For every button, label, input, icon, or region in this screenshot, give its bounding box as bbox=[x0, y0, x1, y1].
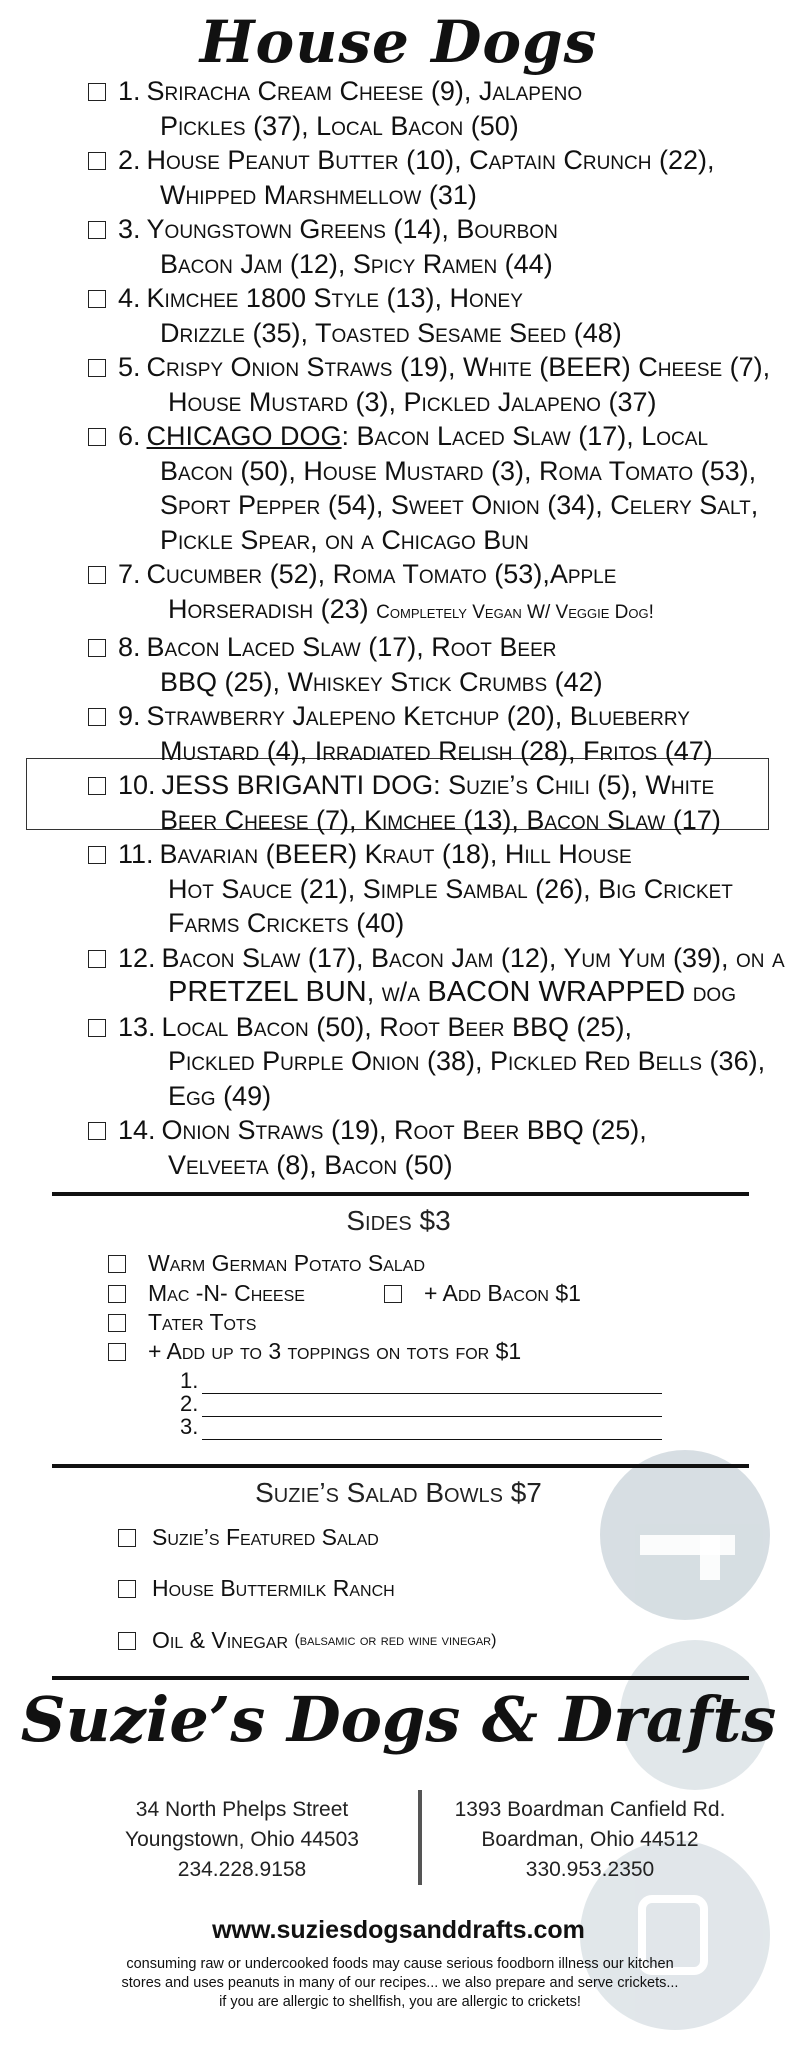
dog-toppings-line2: Mustard (4), Irradiated Relish (28), Fritos (47) bbox=[160, 735, 713, 766]
dog-name: CHICAGO DOG bbox=[146, 421, 342, 451]
dog-toppings-line3: Egg (49) bbox=[168, 1080, 272, 1111]
potato-salad-checkbox[interactable] bbox=[108, 1255, 126, 1273]
youngstown-address bbox=[92, 1795, 392, 1885]
blank-number: 2. bbox=[180, 1391, 199, 1416]
salad-label: Oil & Vinegar bbox=[152, 1627, 289, 1653]
oil-vinegar-note: (balsamic or red wine vinegar) bbox=[294, 1631, 497, 1649]
side-item-add-bacon bbox=[384, 1280, 581, 1307]
dog-toppings-line1: Bacon Laced Slaw (17), Root Beer bbox=[146, 632, 557, 662]
topping-write-in-line[interactable] bbox=[202, 1419, 662, 1440]
section-divider-footer bbox=[52, 1676, 749, 1680]
dog-number: 11. bbox=[118, 839, 154, 869]
side-label: Warm German Potato Salad bbox=[148, 1250, 426, 1276]
dog-number: 4. bbox=[118, 283, 141, 313]
dog-toppings-line2: House Mustard (3), Pickled Jalapeno (37) bbox=[168, 386, 657, 417]
food-safety-disclaimer: consuming raw or undercooked foods may cause serious foodborn illness our kitchen stores and uses peanuts in many of our recipes... we also prepare and serve crickets... if you are allergic to shellfish, you are allergic to crickets! bbox=[121, 1956, 679, 2010]
dog-12-checkbox[interactable] bbox=[88, 950, 106, 968]
dog-item-6 bbox=[88, 419, 788, 557]
buttermilk-ranch-checkbox[interactable] bbox=[118, 1580, 136, 1598]
dog-toppings-line2: Pickled Purple Onion (38), Pickled Red Bells (36), bbox=[168, 1046, 766, 1076]
dog-item-3 bbox=[88, 212, 788, 281]
dog-item-7 bbox=[88, 557, 788, 630]
dog-8-checkbox[interactable] bbox=[88, 639, 106, 657]
dog-item-14 bbox=[88, 1113, 788, 1182]
dog-5-checkbox[interactable] bbox=[88, 359, 106, 377]
address-divider bbox=[418, 1790, 422, 1885]
dog-toppings-line1: Strawberry Jalepeno Ketchup (20), Blueberry bbox=[146, 701, 690, 731]
salad-bowls-title: Suzie’s Salad Bowls $7 bbox=[255, 1477, 542, 1508]
dog-toppings-line1: Sriracha Cream Cheese (9), Jalapeno bbox=[146, 76, 583, 106]
salad-label: Suzie’s Featured Salad bbox=[152, 1524, 379, 1550]
dog-toppings-line1: : Suzie’s Chili (5), White bbox=[433, 770, 715, 800]
dog-6-checkbox[interactable] bbox=[88, 428, 106, 446]
dog-number: 2. bbox=[118, 145, 141, 175]
dog-number: 5. bbox=[118, 352, 141, 382]
featured-salad-checkbox[interactable] bbox=[118, 1529, 136, 1547]
dog-toppings-line1: Cucumber (52), Roma Tomato (53),Apple bbox=[146, 559, 617, 589]
vegan-note: Completely Vegan W/ Veggie Dog! bbox=[376, 601, 654, 623]
dog-toppings-line1: Local Bacon (50), Root Beer BBQ (25), bbox=[161, 1011, 633, 1042]
dog-11-checkbox[interactable] bbox=[88, 846, 106, 864]
brand-name: Suzie’s Dogs & Drafts bbox=[20, 1683, 777, 1756]
dog-number: 14. bbox=[118, 1115, 156, 1145]
side-item-tater-tots bbox=[108, 1309, 256, 1336]
side-label: Tater Tots bbox=[148, 1309, 257, 1335]
tater-tots-checkbox[interactable] bbox=[108, 1314, 126, 1332]
dog-toppings-line2: Bacon (50), House Mustard (3), Roma Tomato (53), bbox=[160, 455, 757, 486]
pretzel-bun-text: PRETZEL BUN bbox=[168, 976, 367, 1008]
dog-item-4 bbox=[88, 281, 788, 350]
address-phone: 234.228.9158 bbox=[177, 1858, 307, 1881]
dog-toppings-line2: Beer Cheese (7), Kimchee (13), Bacon Slaw (17) bbox=[160, 804, 721, 835]
blank-number: 3. bbox=[180, 1414, 199, 1439]
dog-toppings-line2: Velveeta (8), Bacon (50) bbox=[168, 1149, 453, 1180]
dog-item-12 bbox=[88, 941, 788, 1010]
side-item-potato-salad bbox=[108, 1250, 425, 1277]
dog-14-checkbox[interactable] bbox=[88, 1122, 106, 1140]
tots-toppings-checkbox[interactable] bbox=[108, 1343, 126, 1361]
dog-item-13 bbox=[88, 1010, 788, 1114]
address-phone: 330.953.2350 bbox=[525, 1858, 655, 1881]
dog-4-checkbox[interactable] bbox=[88, 290, 106, 308]
dog-number: 13. bbox=[118, 1011, 156, 1042]
dog-toppings-line2-joiner: , w/a bbox=[366, 977, 428, 1007]
dog-item-1 bbox=[88, 74, 788, 143]
dog-number: 10. bbox=[118, 770, 156, 800]
dog-number: 7. bbox=[118, 559, 141, 589]
bacon-wrapped-text: BACON WRAPPED bbox=[427, 976, 686, 1008]
dog-toppings-line3: Farms Crickets (40) bbox=[168, 908, 405, 938]
address-city: Boardman, Ohio 44512 bbox=[481, 1828, 699, 1851]
dog-number: 12. bbox=[118, 942, 156, 973]
topping-blank-3 bbox=[180, 1414, 662, 1440]
dog-13-checkbox[interactable] bbox=[88, 1019, 106, 1037]
side-label: + Add Bacon $1 bbox=[424, 1280, 581, 1306]
side-item-tots-toppings bbox=[108, 1338, 521, 1365]
side-label: Mac -N- Cheese bbox=[148, 1280, 305, 1306]
dog-toppings-line2: Drizzle (35), Toasted Sesame Seed (48) bbox=[160, 317, 622, 348]
dog-number: 1. bbox=[118, 76, 141, 106]
oil-vinegar-checkbox[interactable] bbox=[118, 1632, 136, 1650]
dog-toppings-line1: Bavarian (BEER) Kraut (18), Hill House bbox=[159, 839, 632, 869]
page-title: House Dogs bbox=[199, 8, 598, 76]
boardman-address bbox=[440, 1795, 740, 1885]
dog-toppings-line3: Sport Pepper (54), Sweet Onion (34), Celery Salt, bbox=[160, 490, 759, 520]
dog-item-5 bbox=[88, 350, 788, 419]
dog-toppings-line1: Crispy Onion Straws (19), White (BEER) Cheese (7), bbox=[146, 352, 771, 382]
add-bacon-checkbox[interactable] bbox=[384, 1285, 402, 1303]
dog-toppings-line2: Hot Sauce (21), Simple Sambal (26), Big Cricket bbox=[168, 873, 733, 904]
section-divider-salads bbox=[52, 1464, 749, 1468]
dog-item-10 bbox=[88, 768, 788, 837]
side-label: + Add up to 3 toppings on tots for $1 bbox=[148, 1338, 522, 1364]
dog-number: 8. bbox=[118, 632, 141, 662]
blank-number: 1. bbox=[180, 1368, 199, 1393]
dog-1-checkbox[interactable] bbox=[88, 83, 106, 101]
dog-item-9 bbox=[88, 699, 788, 768]
sides-title: Sides $3 bbox=[346, 1205, 451, 1236]
dog-3-checkbox[interactable] bbox=[88, 221, 106, 239]
dog-name: JESS BRIGANTI DOG bbox=[161, 770, 434, 800]
dog-toppings-line1: Kimchee 1800 Style (13), Honey bbox=[146, 283, 523, 313]
dog-toppings-line2: Bacon Jam (12), Spicy Ramen (44) bbox=[160, 248, 553, 279]
dog-2-checkbox[interactable] bbox=[88, 152, 106, 170]
dog-item-8 bbox=[88, 630, 788, 699]
dog-toppings-line4: Pickle Spear, on a Chicago Bun bbox=[160, 524, 529, 555]
address-city: Youngstown, Ohio 44503 bbox=[125, 1828, 359, 1851]
dog-item-11 bbox=[88, 837, 788, 941]
salad-item-oil-vinegar bbox=[118, 1627, 496, 1654]
dog-toppings-line2-end: dog bbox=[685, 977, 736, 1007]
dog-toppings-line2: BBQ (25), Whiskey Stick Crumbs (42) bbox=[160, 666, 603, 697]
house-dogs-list bbox=[88, 74, 788, 1182]
salad-item-buttermilk-ranch bbox=[118, 1575, 395, 1602]
salad-label: House Buttermilk Ranch bbox=[152, 1575, 395, 1601]
address-street: 1393 Boardman Canfield Rd. bbox=[454, 1798, 726, 1821]
dog-toppings-line1: : Bacon Laced Slaw (17), Local bbox=[341, 421, 709, 451]
mac-n-cheese-checkbox[interactable] bbox=[108, 1285, 126, 1303]
dog-toppings-line2: Whipped Marshmellow (31) bbox=[160, 179, 477, 210]
dog-toppings-line2: Pickles (37), Local Bacon (50) bbox=[160, 110, 519, 141]
dog-number: 9. bbox=[118, 701, 141, 731]
dog-9-checkbox[interactable] bbox=[88, 708, 106, 726]
dog-toppings-line1: Youngstown Greens (14), Bourbon bbox=[146, 214, 558, 244]
dog-7-checkbox[interactable] bbox=[88, 566, 106, 584]
website-link[interactable]: www.suziesdogsanddrafts.com bbox=[212, 1916, 585, 1944]
dog-toppings-line1: Onion Straws (19), Root Beer BBQ (25), bbox=[161, 1115, 647, 1145]
side-item-mac-n-cheese bbox=[108, 1280, 305, 1307]
salad-item-featured bbox=[118, 1524, 379, 1551]
dog-10-checkbox[interactable] bbox=[88, 777, 106, 795]
dog-toppings-line1: House Peanut Butter (10), Captain Crunch (22), bbox=[146, 145, 715, 175]
address-street: 34 North Phelps Street bbox=[135, 1798, 349, 1821]
facebook-watermark-icon bbox=[600, 1450, 770, 1620]
dog-item-2 bbox=[88, 143, 788, 212]
dog-toppings-line1: Bacon Slaw (17), Bacon Jam (12), Yum Yum (39), on a bbox=[161, 942, 785, 973]
section-divider-sides bbox=[52, 1192, 749, 1196]
dog-number: 3. bbox=[118, 214, 141, 244]
dog-number: 6. bbox=[118, 421, 141, 451]
dog-toppings-line2: Horseradish (23) bbox=[168, 593, 369, 624]
